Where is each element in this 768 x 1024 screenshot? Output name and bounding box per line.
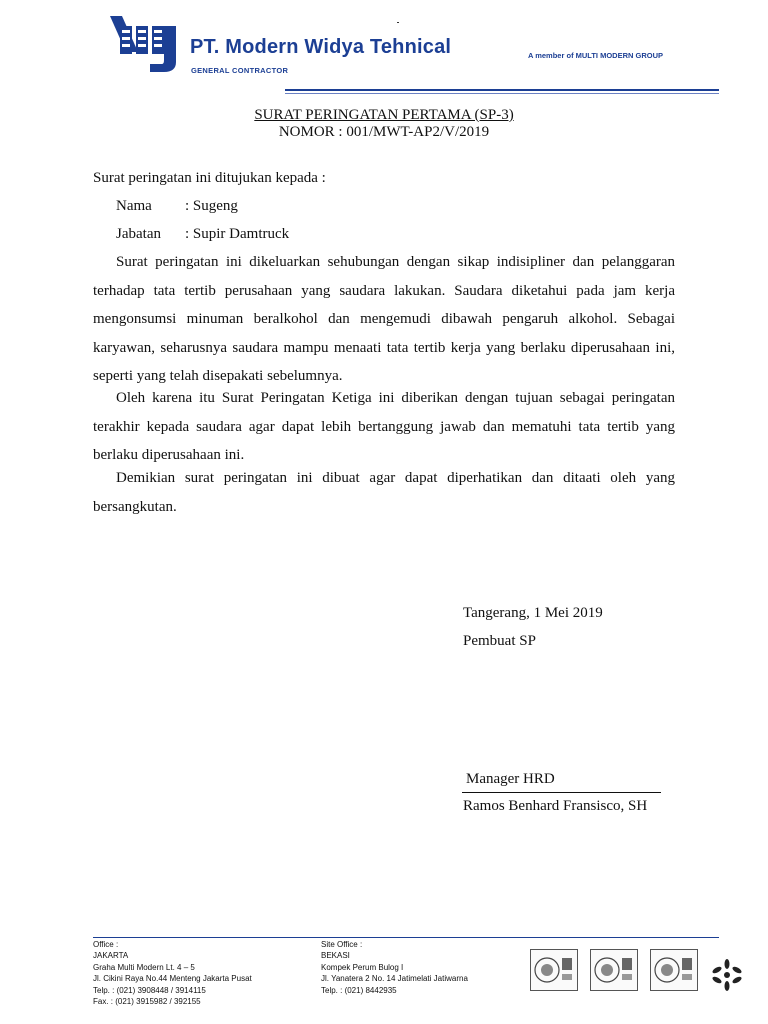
signer-name: Ramos Benhard Fransisco, SH — [463, 798, 648, 814]
signer-title: Manager HRD — [466, 771, 555, 787]
stray-mark — [397, 22, 399, 23]
paragraph-warning: Oleh karena itu Surat Peringatan Ketiga ini diberikan dengan tujuan sebagai peringatan terakhir kepada saudara agar dapat lebih bertanggung jawab dan mematuhi tata tertib yang berlaku diperusahaan ini. — [93, 390, 675, 463]
header-divider-thin — [285, 93, 719, 94]
site-office-heading: Site Office : — [321, 940, 363, 949]
position-value: : Supir Damtruck — [185, 226, 290, 242]
office-fax: Fax. : (021) 3915982 / 392155 — [93, 997, 201, 1007]
intro-line: Surat peringatan ini ditujukan kepada : — [93, 170, 326, 186]
footer-divider — [93, 937, 719, 938]
position-label: Jabatan — [116, 226, 161, 242]
office-city: JAKARTA — [93, 951, 129, 961]
site-office-city: BEKASI — [321, 951, 350, 961]
letter-number: NOMOR : 001/MWT-AP2/V/2019 — [278, 124, 490, 140]
site-office-line2: Jl. Yanatera 2 No. 14 Jatimelati Jatiwarna — [321, 974, 468, 984]
signature-line — [462, 792, 661, 793]
issuer-heading: Pembuat SP — [463, 633, 536, 649]
name-value: : Sugeng — [185, 198, 238, 214]
paragraph-closing: Demikian surat peringatan ini dibuat agar dapat diperhatikan dan ditaati oleh yang bersangkutan. — [93, 470, 675, 515]
site-office-address — [321, 939, 468, 996]
place-date: Tangerang, 1 Mei 2019 — [463, 605, 603, 621]
paragraph-reason: Surat peringatan ini dikeluarkan sehubungan dengan sikap indisipliner dan pelanggaran terhadap tata tertib perusahaan yang saudara lakukan. Saudara diketahui pada jam kerja mengonsumsi minuman beralkohol dan mengemudi dibawah pengaruh alkohol. Sebagai karyawan, seharusnya saudara mampu menaati tata tertib kerja yang berlaku diperusahaan ini, seperti yang telah disepakati sebelumnya. — [93, 254, 675, 384]
company-logo-icon — [100, 14, 180, 74]
office-heading: Office : — [93, 940, 119, 949]
company-subtitle: GENERAL CONTRACTOR — [191, 66, 289, 75]
site-office-line1: Kompek Perum Bulog I — [321, 962, 404, 972]
letter-title: SURAT PERINGATAN PERTAMA (SP-3) — [254, 107, 514, 123]
office-phone: Telp. : (021) 3908448 / 3914115 — [93, 985, 206, 995]
letterhead — [0, 0, 768, 100]
header-divider — [285, 89, 719, 91]
name-label: Nama — [116, 198, 152, 214]
flower-emblem-icon — [712, 955, 742, 995]
office-address — [93, 939, 252, 1007]
company-name: PT. Modern Widya Tehnical — [190, 36, 452, 58]
office-line1: Graha Multi Modern Lt. 4 – 5 — [93, 962, 195, 972]
office-line2: Jl. Cikini Raya No.44 Menteng Jakarta Pusat — [93, 974, 252, 984]
cert-badge-icon — [590, 949, 638, 991]
cert-badge-icon — [530, 949, 578, 991]
group-membership: A member of MULTI MODERN GROUP — [528, 51, 664, 60]
site-office-phone: Telp. : (021) 8442935 — [321, 985, 397, 995]
cert-badge-icon — [650, 949, 698, 991]
